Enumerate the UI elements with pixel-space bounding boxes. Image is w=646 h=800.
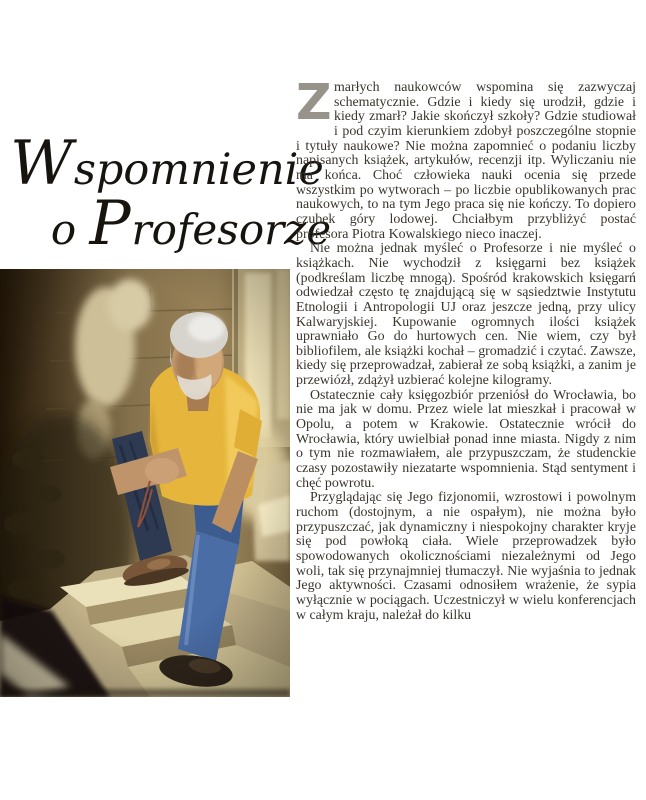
paragraph-3: Ostatecznie cały księgozbiór przeniósł do Wrocławia, bo nie ma jak w domu. Przez wiele lat mieszkał i pracował w Opolu, a potem w Krakowie. Ostatecznie wrócił do Wrocławia, który uwielbiał ponad inne miasta. Nigdy z nim o tym nie rozmawiałem, ale przypuszczam, że studenckie czasy pozostawiły niezatarte wspomnienia. Stąd sentyment i chęć powrotu. <box>296 387 636 491</box>
paragraph-1 <box>296 74 636 242</box>
paragraph-4: Przyglądając się Jego fizjonomii, wzrostowi i powolnym ruchom (dostojnym, a nie ospałym), nie można było przypuszczać, jak dynamiczny i niespokojny charakter kryje się pod powłoką ciała. Wiele przeprowadzek było spowodowanych okolicznościami niezależnymi od Jego woli, tak się przynajmniej tłumaczył. Nie wyjaśnia to jednak Jego aktywności. Czasami odnosiłem wrażenie, że sypia wyłącznie w pociągach. Uczestniczył w wielu konferencjach w całym kraju, należał do kilku <box>296 490 636 623</box>
professor-photo <box>0 269 290 697</box>
title-line1-rest: spomnienie <box>73 145 324 195</box>
title-line2-pre: o <box>50 205 90 254</box>
paragraph-2: Nie można jednak myśleć o Profesorze i nie myśleć o książkach. Nie wychodził z księgarni bez książek (podkreślam liczbę mnogą). Spośród krakowskich księgarń odwiedzał często tę znajdującą się w sąsiedztwie Instytutu Etnologii i Antropologii UJ oraz jeszcze jedną, przy ulicy Kalwaryjskiej. Kupowanie ogromnych ilości książek uprawniało Go do hurtowych cen. Nie wiem, czy był bibliofilem, ale książki kochał – gromadzić i czytać. Zawsze, kiedy się przeprowadzał, zabierał ze sobą książki, a zanim je przewiózł, zdążył uzbierać kolejne kilogramy. <box>296 241 636 389</box>
drop-cap: Z <box>296 74 332 131</box>
paragraph-1-text: marłych naukowców wspomina się zazwyczaj schematycznie. Gdzie i kiedy się urodził, gdzie i kiedy zmarł? Jakie skończył szkoły? Gdzie studiował i pod czyim kierunkiem zdobył poszczególne stopnie i tytuły naukowe? Nie można zapomnieć o podaniu liczby napisanych książek, artykułów, recenzji itp. Wyliczaniu nie ma końca. Choć człowieka nauki ocenia się przede wszystkim po wytworach – po liczbie opublikowanych prac naukowych, to na tym Jego praca się nie kończy. To dopiero czubek góry lodowej. Chciałbym przybliżyć postać profesora Piotra Kowalskiego nieco inaczej. <box>296 80 636 242</box>
title-line2-rest: rofesorze <box>131 205 332 254</box>
page-title <box>0 128 334 262</box>
article-text <box>296 74 636 623</box>
title-line-1 <box>0 128 334 199</box>
professor-photo-illustration <box>0 269 290 697</box>
title-swash-w: W <box>10 128 74 199</box>
title-swash-p: P <box>89 188 132 259</box>
